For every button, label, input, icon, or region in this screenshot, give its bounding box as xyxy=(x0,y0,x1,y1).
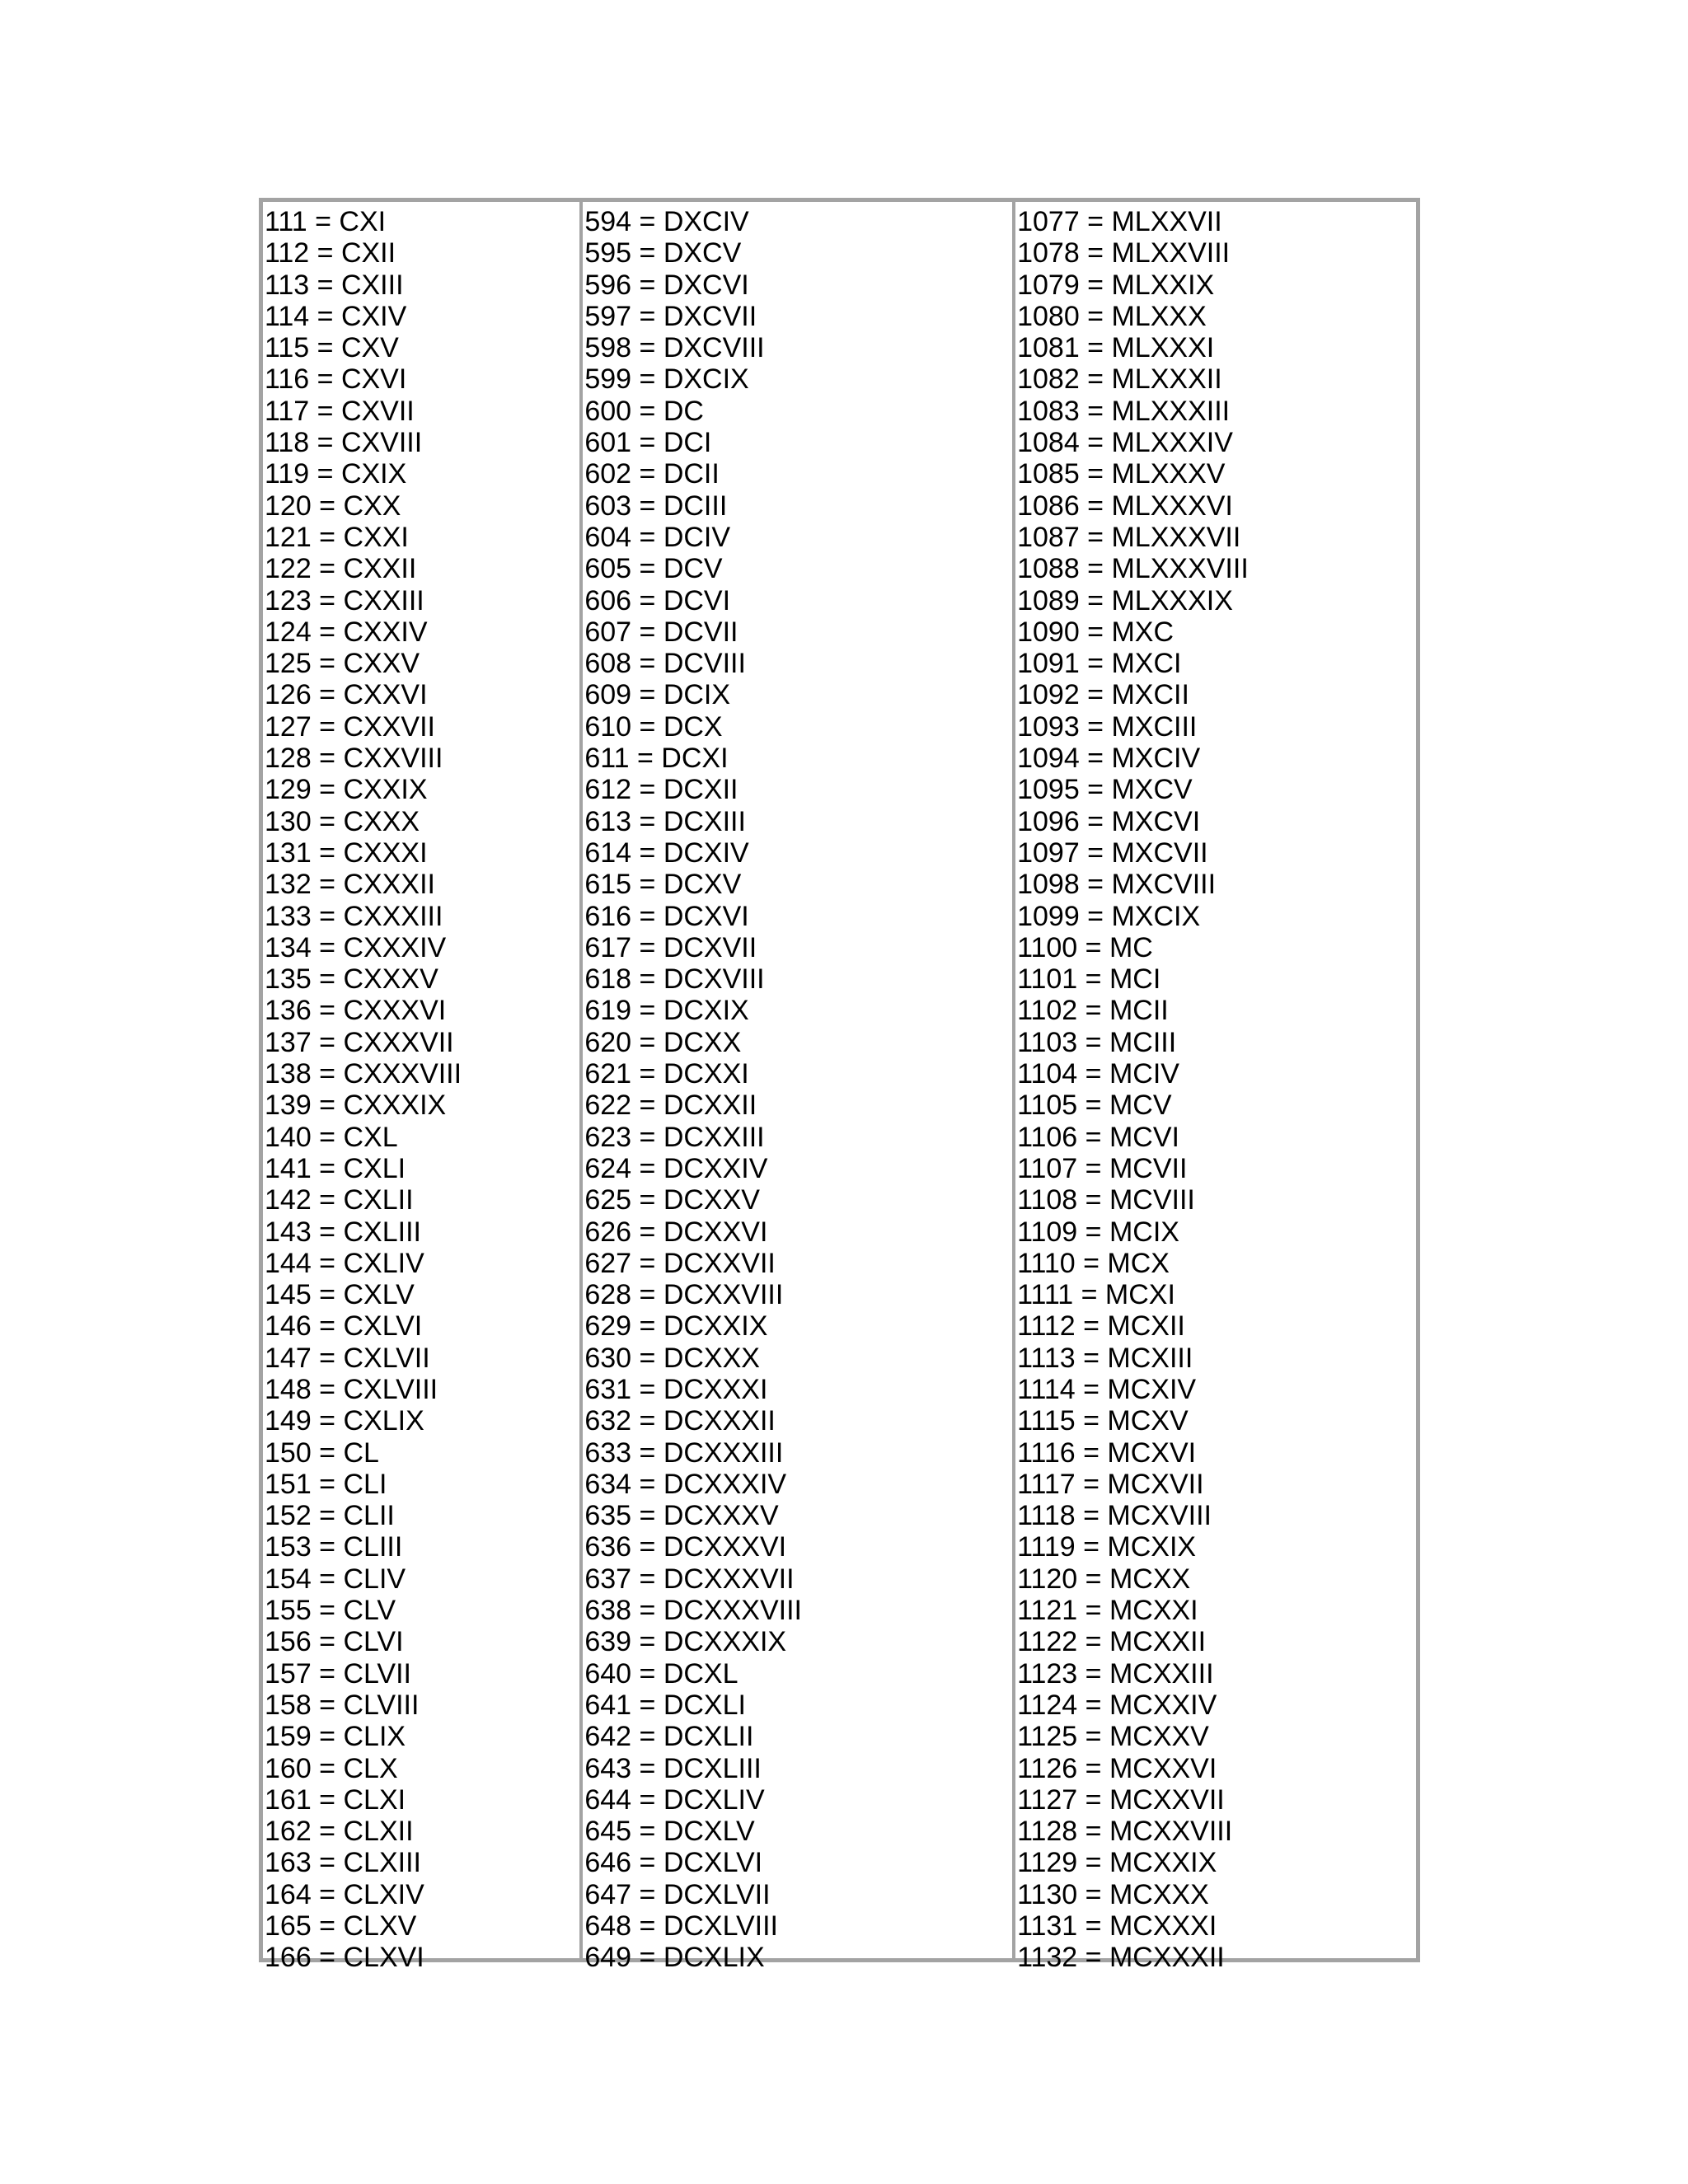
numeral-entry: 137 = CXXXVII xyxy=(265,1026,454,1058)
numeral-entry: 1097 = MXCVII xyxy=(1017,837,1208,869)
numeral-entry: 614 = DCXIV xyxy=(584,837,749,869)
numeral-entry: 1102 = MCII xyxy=(1017,995,1169,1027)
numeral-entry: 631 = DCXXXI xyxy=(584,1373,768,1405)
numeral-entry: 1120 = MCXX xyxy=(1017,1563,1191,1595)
numeral-entry: 130 = CXXX xyxy=(265,805,420,837)
numeral-entry: 158 = CLVIII xyxy=(265,1689,420,1721)
numeral-entry: 603 = DCIII xyxy=(584,490,728,522)
numeral-entry: 117 = CXVII xyxy=(265,395,415,427)
numeral-entry: 111 = CXI xyxy=(265,206,387,237)
numeral-entry: 1099 = MXCIX xyxy=(1017,900,1201,932)
numeral-entry: 1093 = MXCIII xyxy=(1017,710,1198,743)
numeral-entry: 625 = DCXXV xyxy=(584,1184,760,1216)
numeral-entry: 1131 = MCXXXI xyxy=(1017,1910,1217,1943)
numeral-entry: 1109 = MCIX xyxy=(1017,1216,1179,1248)
numeral-entry: 1117 = MCXVII xyxy=(1017,1468,1204,1500)
numeral-entry: 156 = CLVI xyxy=(265,1626,404,1658)
numeral-entry: 1126 = MCXXVI xyxy=(1017,1752,1217,1784)
numeral-entry: 622 = DCXXII xyxy=(584,1090,757,1122)
numeral-entry: 129 = CXXIX xyxy=(265,774,428,806)
numeral-entry: 638 = DCXXXVIII xyxy=(584,1595,802,1627)
numeral-entry: 151 = CLI xyxy=(265,1468,387,1500)
numeral-entry: 160 = CLX xyxy=(265,1752,398,1784)
numeral-entry: 119 = CXIX xyxy=(265,458,407,490)
numeral-entry: 1095 = MXCV xyxy=(1017,774,1193,806)
numeral-entry: 163 = CLXIII xyxy=(265,1847,421,1879)
numeral-entry: 133 = CXXXIII xyxy=(265,900,443,932)
numeral-entry: 142 = CXLII xyxy=(265,1184,414,1216)
numeral-entry: 644 = DCXLIV xyxy=(584,1783,765,1816)
numeral-entry: 154 = CLIV xyxy=(265,1563,406,1595)
numeral-entry: 157 = CLVII xyxy=(265,1657,411,1690)
numeral-entry: 128 = CXXVIII xyxy=(265,743,443,775)
numeral-entry: 613 = DCXIII xyxy=(584,805,746,837)
table-column-1 xyxy=(261,200,581,1974)
numeral-entry: 601 = DCI xyxy=(584,427,712,459)
numeral-entry: 1127 = MCXXVII xyxy=(1017,1783,1225,1816)
numeral-entry: 1080 = MLXXX xyxy=(1017,300,1207,332)
numeral-entry: 641 = DCXLI xyxy=(584,1689,746,1721)
roman-numeral-table xyxy=(259,198,1420,1974)
numeral-entry: 645 = DCXLV xyxy=(584,1816,755,1848)
numeral-entry: 630 = DCXXX xyxy=(584,1342,760,1374)
numeral-entry: 619 = DCXIX xyxy=(584,995,749,1027)
numeral-entry: 1128 = MCXXVIII xyxy=(1017,1816,1233,1848)
numeral-entry: 621 = DCXXI xyxy=(584,1058,749,1090)
numeral-entry: 1119 = MCXIX xyxy=(1017,1531,1197,1563)
numeral-entry: 152 = CLII xyxy=(265,1500,395,1532)
numeral-entry: 1125 = MCXXV xyxy=(1017,1721,1209,1753)
numeral-entry: 1082 = MLXXXII xyxy=(1017,363,1222,396)
numeral-entry: 1090 = MXC xyxy=(1017,616,1175,648)
numeral-entry: 1113 = MCXIII xyxy=(1017,1342,1193,1374)
numeral-entry: 123 = CXXIII xyxy=(265,584,424,616)
numeral-entry: 146 = CXLVI xyxy=(265,1310,423,1343)
numeral-entry: 647 = DCXLVII xyxy=(584,1878,771,1910)
numeral-entry: 1100 = MC xyxy=(1017,931,1153,963)
numeral-entry: 1124 = MCXXIV xyxy=(1017,1689,1217,1721)
numeral-entry: 640 = DCXL xyxy=(584,1657,738,1690)
numeral-entry: 121 = CXXI xyxy=(265,521,409,553)
numeral-entry: 1121 = MCXXI xyxy=(1017,1595,1198,1627)
numeral-entry: 1110 = MCX xyxy=(1017,1247,1170,1279)
numeral-entry: 617 = DCXVII xyxy=(584,931,757,963)
numeral-entry: 1079 = MLXXIX xyxy=(1017,269,1215,301)
numeral-entry: 120 = CXX xyxy=(265,490,401,522)
numeral-entry: 127 = CXXVII xyxy=(265,710,435,743)
numeral-entry: 596 = DXCVI xyxy=(584,269,749,301)
numeral-entry: 612 = DCXII xyxy=(584,774,738,806)
numeral-entry: 153 = CLIII xyxy=(265,1531,403,1563)
numeral-entry: 1103 = MCIII xyxy=(1017,1026,1177,1058)
numeral-entry: 139 = CXXXIX xyxy=(265,1090,447,1122)
numeral-entry: 606 = DCVI xyxy=(584,584,731,616)
numeral-entry: 635 = DCXXXV xyxy=(584,1500,779,1532)
numeral-entry: 114 = CXIV xyxy=(265,300,407,332)
numeral-entry: 162 = CLXII xyxy=(265,1816,414,1848)
table-column-3 xyxy=(1014,200,1418,1974)
numeral-entry: 1129 = MCXXIX xyxy=(1017,1847,1217,1879)
table-column-2 xyxy=(581,200,1014,1974)
numeral-entry: 131 = CXXXI xyxy=(265,837,428,869)
numeral-entry: 124 = CXXIV xyxy=(265,616,428,648)
numeral-entry: 1091 = MXCI xyxy=(1017,648,1182,680)
numeral-entry: 1087 = MLXXXVII xyxy=(1017,521,1241,553)
numeral-entry: 618 = DCXVIII xyxy=(584,963,765,996)
numeral-entry: 118 = CXVIII xyxy=(265,427,423,459)
numeral-entry: 1094 = MXCIV xyxy=(1017,743,1201,775)
numeral-entry: 1084 = MLXXXIV xyxy=(1017,427,1233,459)
numeral-entry: 629 = DCXXIX xyxy=(584,1310,768,1343)
numeral-entry: 616 = DCXVI xyxy=(584,900,749,932)
numeral-entry: 628 = DCXXVIII xyxy=(584,1279,784,1311)
numeral-entry: 1107 = MCVII xyxy=(1017,1152,1188,1184)
numeral-entry: 1116 = MCXVI xyxy=(1017,1436,1197,1469)
numeral-entry: 600 = DC xyxy=(584,395,704,427)
numeral-entry: 1086 = MLXXXVI xyxy=(1017,490,1233,522)
numeral-entry: 646 = DCXLVI xyxy=(584,1847,763,1879)
numeral-entry: 140 = CXL xyxy=(265,1121,398,1153)
numeral-entry: 1077 = MLXXVII xyxy=(1017,206,1222,237)
numeral-entry: 1098 = MXCVIII xyxy=(1017,869,1217,901)
numeral-entry: 1088 = MLXXXVIII xyxy=(1017,553,1249,585)
numeral-entry: 648 = DCXLVIII xyxy=(584,1910,779,1943)
numeral-entry: 1078 = MLXXVIII xyxy=(1017,237,1231,269)
numeral-entry: 1112 = MCXII xyxy=(1017,1310,1185,1343)
numeral-entry: 1083 = MLXXXIII xyxy=(1017,395,1231,427)
numeral-entry: 639 = DCXXXIX xyxy=(584,1626,787,1658)
numeral-entry: 1105 = MCV xyxy=(1017,1090,1172,1122)
numeral-entry: 602 = DCII xyxy=(584,458,720,490)
numeral-entry: 1096 = MXCVI xyxy=(1017,805,1201,837)
numeral-entry: 611 = DCXI xyxy=(584,743,729,775)
numeral-entry: 620 = DCXX xyxy=(584,1026,742,1058)
numeral-entry: 147 = CXLVII xyxy=(265,1342,430,1374)
numeral-entry: 155 = CLV xyxy=(265,1595,396,1627)
numeral-entry: 1111 = MCXI xyxy=(1017,1279,1175,1311)
numeral-entry: 134 = CXXXIV xyxy=(265,931,447,963)
numeral-entry: 610 = DCX xyxy=(584,710,723,743)
numeral-entry: 633 = DCXXXIII xyxy=(584,1436,784,1469)
numeral-entry: 607 = DCVII xyxy=(584,616,738,648)
numeral-entry: 604 = DCIV xyxy=(584,521,731,553)
numeral-entry: 112 = CXII xyxy=(265,237,396,269)
numeral-entry: 125 = CXXV xyxy=(265,648,420,680)
numeral-entry: 594 = DXCIV xyxy=(584,206,749,237)
numeral-entry: 637 = DCXXXVII xyxy=(584,1563,795,1595)
numeral-entry: 636 = DCXXXVI xyxy=(584,1531,787,1563)
numeral-entry: 627 = DCXXVII xyxy=(584,1247,776,1279)
numeral-entry: 164 = CLXIV xyxy=(265,1878,424,1910)
numeral-entry: 159 = CLIX xyxy=(265,1721,406,1753)
numeral-entry: 1104 = MCIV xyxy=(1017,1058,1179,1090)
numeral-entry: 135 = CXXXV xyxy=(265,963,438,996)
numeral-entry: 1118 = MCXVIII xyxy=(1017,1500,1212,1532)
numeral-entry: 141 = CXLI xyxy=(265,1152,406,1184)
numeral-entry: 166 = CLXVI xyxy=(265,1942,424,1974)
numeral-entry: 122 = CXXII xyxy=(265,553,417,585)
numeral-entry: 1130 = MCXXX xyxy=(1017,1878,1209,1910)
numeral-entry: 1089 = MLXXXIX xyxy=(1017,584,1233,616)
numeral-entry: 615 = DCXV xyxy=(584,869,742,901)
numeral-entry: 165 = CLXV xyxy=(265,1910,417,1943)
numeral-entry: 1085 = MLXXXV xyxy=(1017,458,1226,490)
numeral-entry: 1081 = MLXXXI xyxy=(1017,332,1215,364)
numeral-entry: 116 = CXVI xyxy=(265,363,407,396)
numeral-entry: 605 = DCV xyxy=(584,553,723,585)
numeral-entry: 642 = DCXLII xyxy=(584,1721,754,1753)
numeral-entry: 626 = DCXXVI xyxy=(584,1216,768,1248)
numeral-entry: 161 = CLXI xyxy=(265,1783,406,1816)
numeral-entry: 609 = DCIX xyxy=(584,679,731,711)
numeral-entry: 1132 = MCXXXII xyxy=(1017,1942,1225,1974)
numeral-entry: 595 = DXCV xyxy=(584,237,742,269)
numeral-entry: 115 = CXV xyxy=(265,332,399,364)
numeral-entry: 149 = CXLIX xyxy=(265,1405,424,1437)
numeral-entry: 148 = CXLVIII xyxy=(265,1373,438,1405)
numeral-entry: 1123 = MCXXIII xyxy=(1017,1657,1214,1690)
numeral-entry: 634 = DCXXXIV xyxy=(584,1468,787,1500)
numeral-entry: 632 = DCXXXII xyxy=(584,1405,776,1437)
numeral-entry: 150 = CL xyxy=(265,1436,379,1469)
numeral-entry: 643 = DCXLIII xyxy=(584,1752,762,1784)
numeral-entry: 1092 = MXCII xyxy=(1017,679,1189,711)
numeral-entry: 136 = CXXXVI xyxy=(265,995,447,1027)
numeral-entry: 1115 = MCXV xyxy=(1017,1405,1189,1437)
numeral-entry: 126 = CXXVI xyxy=(265,679,428,711)
numeral-entry: 598 = DXCVIII xyxy=(584,332,765,364)
numeral-entry: 144 = CXLIV xyxy=(265,1247,424,1279)
numeral-entry: 1114 = MCXIV xyxy=(1017,1373,1197,1405)
numeral-entry: 1108 = MCVIII xyxy=(1017,1184,1195,1216)
numeral-entry: 599 = DXCIX xyxy=(584,363,749,396)
numeral-entry: 145 = CXLV xyxy=(265,1279,415,1311)
numeral-entry: 624 = DCXXIV xyxy=(584,1152,768,1184)
numeral-entry: 597 = DXCVII xyxy=(584,300,757,332)
numeral-entry: 138 = CXXXVIII xyxy=(265,1058,462,1090)
numeral-entry: 649 = DCXLIX xyxy=(584,1942,765,1974)
numeral-entry: 608 = DCVIII xyxy=(584,648,746,680)
numeral-entry: 143 = CXLIII xyxy=(265,1216,421,1248)
numeral-entry: 1122 = MCXXII xyxy=(1017,1626,1207,1658)
numeral-entry: 132 = CXXXII xyxy=(265,869,435,901)
numeral-entry: 623 = DCXXIII xyxy=(584,1121,765,1153)
numeral-entry: 113 = CXIII xyxy=(265,269,404,301)
numeral-entry: 1106 = MCVI xyxy=(1017,1121,1179,1153)
numeral-entry: 1101 = MCI xyxy=(1017,963,1161,996)
